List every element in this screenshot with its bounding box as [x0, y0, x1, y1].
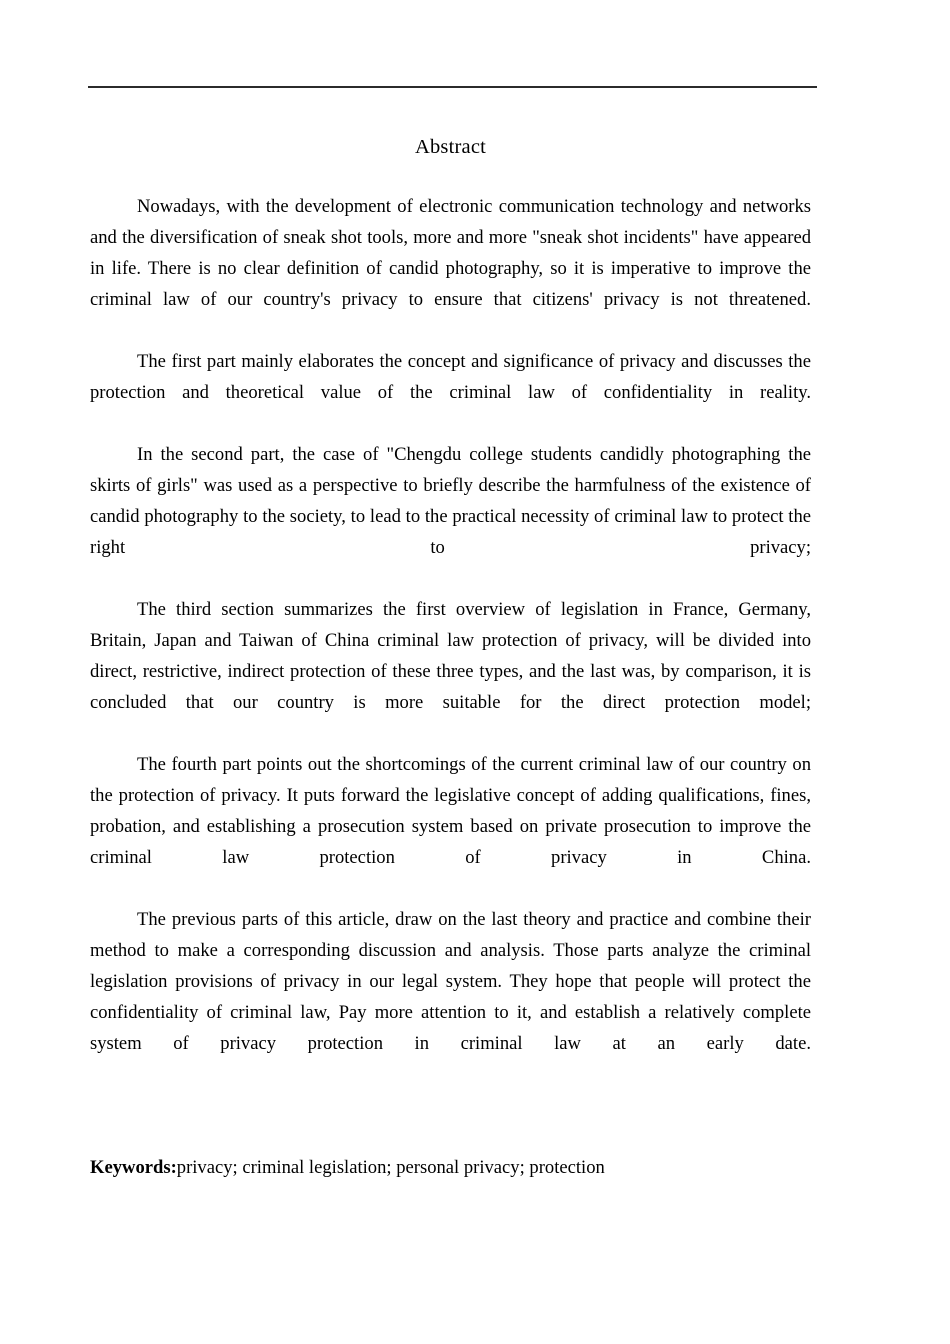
- abstract-paragraph-3: In the second part, the case of "Chengdu college students candidly photographing the skirts of girls" was used as a perspective to briefly describe the harmfulness of the existence of candid photography to the society, to lead to the practical necessity of criminal law to protect the right to privacy;: [90, 444, 811, 558]
- keywords-label: Keywords:: [90, 1157, 177, 1178]
- abstract-paragraph-4: The third section summarizes the first overview of legislation in France, Germany, Britain, Japan and Taiwan of China criminal law protection of privacy, will be divided into direct, restrictive, indirect protection of these three types, and the last was, by comparison, it is concluded that our country is more suitable for the direct protection model;: [90, 599, 811, 713]
- header-divider: [88, 86, 817, 89]
- keywords-line: [90, 1152, 811, 1183]
- abstract-paragraph-6: The previous parts of this article, draw on the last theory and practice and combine their method to make a corresponding discussion and analysis. Those parts analyze the criminal legislation provisions of privacy in our legal system. They hope that people will protect the confidentiality of criminal law, Pay more attention to it, and establish a relatively complete system of privacy protection in criminal law at an early date.: [90, 909, 811, 1054]
- abstract-paragraph-2: The first part mainly elaborates the concept and significance of privacy and discusses the protection and theoretical value of the criminal law of confidentiality in reality.: [90, 351, 811, 403]
- header-rule-line: [88, 86, 817, 88]
- abstract-paragraph-1: Nowadays, with the development of electronic communication technology and networks and the diversification of sneak shot tools, more and more "sneak shot incidents" have appeared in life. There is no clear definition of candid photography, so it is imperative to improve the criminal law of our country's privacy to ensure that citizens' privacy is not threatened.: [90, 196, 811, 310]
- page-title: Abstract: [414, 136, 487, 158]
- abstract-paragraph-5: The fourth part points out the shortcomings of the current criminal law of our country on the protection of privacy. It puts forward the legislative concept of adding qualifications, fines, probation, and establishing a prosecution system based on private prosecution to improve the criminal law protection of privacy in China.: [90, 754, 811, 868]
- keywords-value: privacy; criminal legislation; personal privacy; protection: [176, 1157, 605, 1178]
- abstract-content: [90, 132, 811, 1202]
